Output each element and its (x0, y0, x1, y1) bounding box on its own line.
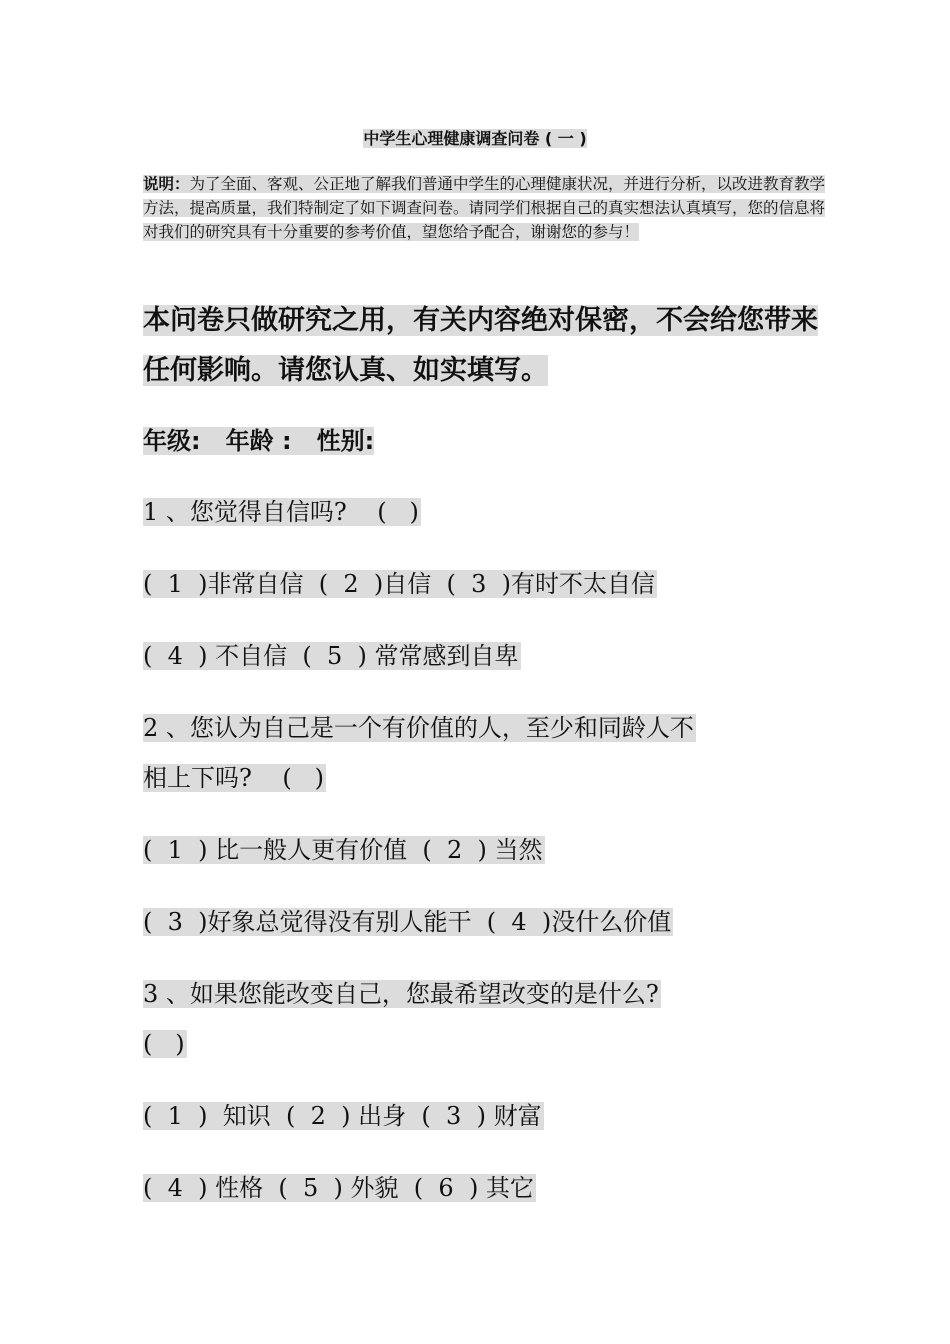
question-3-options-a (143, 1098, 544, 1134)
question-3-answer (143, 1026, 187, 1062)
page-title-text: 中学生心理健康调查问卷 ( 一 ) (363, 129, 587, 148)
intro-text: 为了全面、客观、公正地了解我们普通中学生的心理健康状况，并进行分析，以改进教育教学方法，提高质量，我们特制定了如下调查问卷。请同学们根据自己的真实想法认真填写，您的信息将对我们的研究具有十分重要的参考价值，望您给予配合，谢谢您的参与！ (143, 175, 826, 241)
question-3-answer-blank: ( ) (143, 1030, 185, 1058)
page-title (0, 126, 950, 149)
question-2 (143, 710, 696, 746)
question-1-options-b (143, 638, 521, 674)
question-2-cont (143, 760, 326, 796)
question-3-options-b (143, 1170, 536, 1206)
question-1-options-b-text: ( 4 ) 不自信 ( 5 ) 常常感到自卑 (143, 642, 519, 670)
question-3-text: 3 、如果您能改变自己，您最希望改变的是什么? (143, 980, 659, 1008)
question-2-options-a (143, 832, 545, 868)
intro-label: 说明： (143, 175, 190, 193)
question-3-options-b-text: ( 4 ) 性格 ( 5 ) 外貌 ( 6 ) 其它 (143, 1174, 534, 1202)
confidentiality-notice (143, 296, 823, 396)
question-1 (143, 494, 421, 530)
notice-text: 本问卷只做研究之用，有关内容绝对保密，不会给您带来任何影响。请您认真、如实填写。 (143, 305, 818, 386)
fields-text: 年级: 年龄 : 性别: (143, 427, 375, 455)
question-1-options-a-text: ( 1 )非常自信 ( 2 )自信 ( 3 )有时不太自信 (143, 570, 656, 598)
student-info-fields (143, 422, 374, 460)
question-1-options-a (143, 566, 657, 602)
question-3 (143, 976, 661, 1012)
question-2-options-b (143, 904, 673, 940)
question-2-options-b-text: ( 3 )好象总觉得没有别人能干 ( 4 )没什么价值 (143, 908, 672, 936)
question-3-options-a-text: ( 1 ) 知识 ( 2 ) 出身 ( 3 ) 财富 (143, 1102, 542, 1130)
question-1-text: 1 、您觉得自信吗? ( ) (143, 498, 419, 526)
question-2-options-a-text: ( 1 ) 比一般人更有价值 ( 2 ) 当然 (143, 836, 543, 864)
question-2-text-line1: 2 、您认为自己是一个有价值的人，至少和同龄人不 (143, 714, 694, 742)
intro-paragraph (143, 172, 833, 244)
question-2-text-line2: 相上下吗? ( ) (143, 764, 324, 792)
